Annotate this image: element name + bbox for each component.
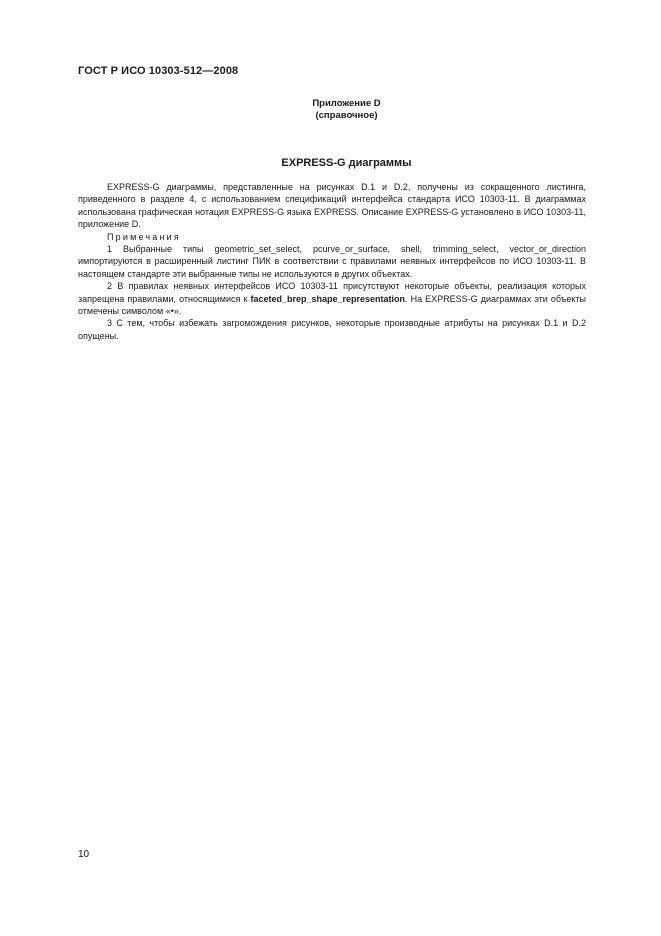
note-1: 1 Выбранные типы geometric_set_select, pcurve_or_surface, shell, trimming_select, vector_or_direction импортируются в расширенный листинг ПИК в соответствии с правилами неявных интерфейсов по ИСО 10303-11. В настоящем стандарте эти выбранные типы не используются в других объектах. — [78, 244, 586, 279]
note-2 — [78, 280, 586, 317]
notes-heading: Примечания — [107, 231, 181, 242]
intro-paragraph: EXPRESS-G диаграммы, представленные на рисунках D.1 и D.2, получены из сокращенного листинга, приведенного в разделе 4, с использованием спецификаций интерфейса стандарта ИСО 10303-11. В диаграммах использована графическая нотация EXPRESS-G языка EXPRESS. Описание EXPRESS-G установлено в ИСО 10303-11, приложение D. — [78, 182, 586, 230]
standard-designation: ГОСТ Р ИСО 10303-512—2008 — [78, 65, 239, 77]
page-number: 10 — [78, 849, 90, 860]
appendix-subtitle: (справочное) — [315, 110, 378, 121]
note-2-entity-name: faceted_brep_shape_representation — [250, 293, 406, 304]
appendix-title: Приложение D — [312, 98, 381, 109]
note-2-text-end: . На EXPRESS-G диаграммах эти объекты отмечены символом «•». — [78, 293, 586, 317]
note-2-text-start: 2 В правилах неявных интерфейсов ИСО 10303-11 присутствуют некоторые объекты, реализация которых запрещена правилами, относящимися к — [78, 281, 586, 304]
note-3: 3 С тем, чтобы избежать загромождения рисунков, некоторые производные атрибуты на рисунках D.1 и D.2 опущены. — [78, 318, 586, 341]
section-title: EXPRESS-G диаграммы — [281, 157, 412, 169]
body-text — [78, 181, 586, 342]
